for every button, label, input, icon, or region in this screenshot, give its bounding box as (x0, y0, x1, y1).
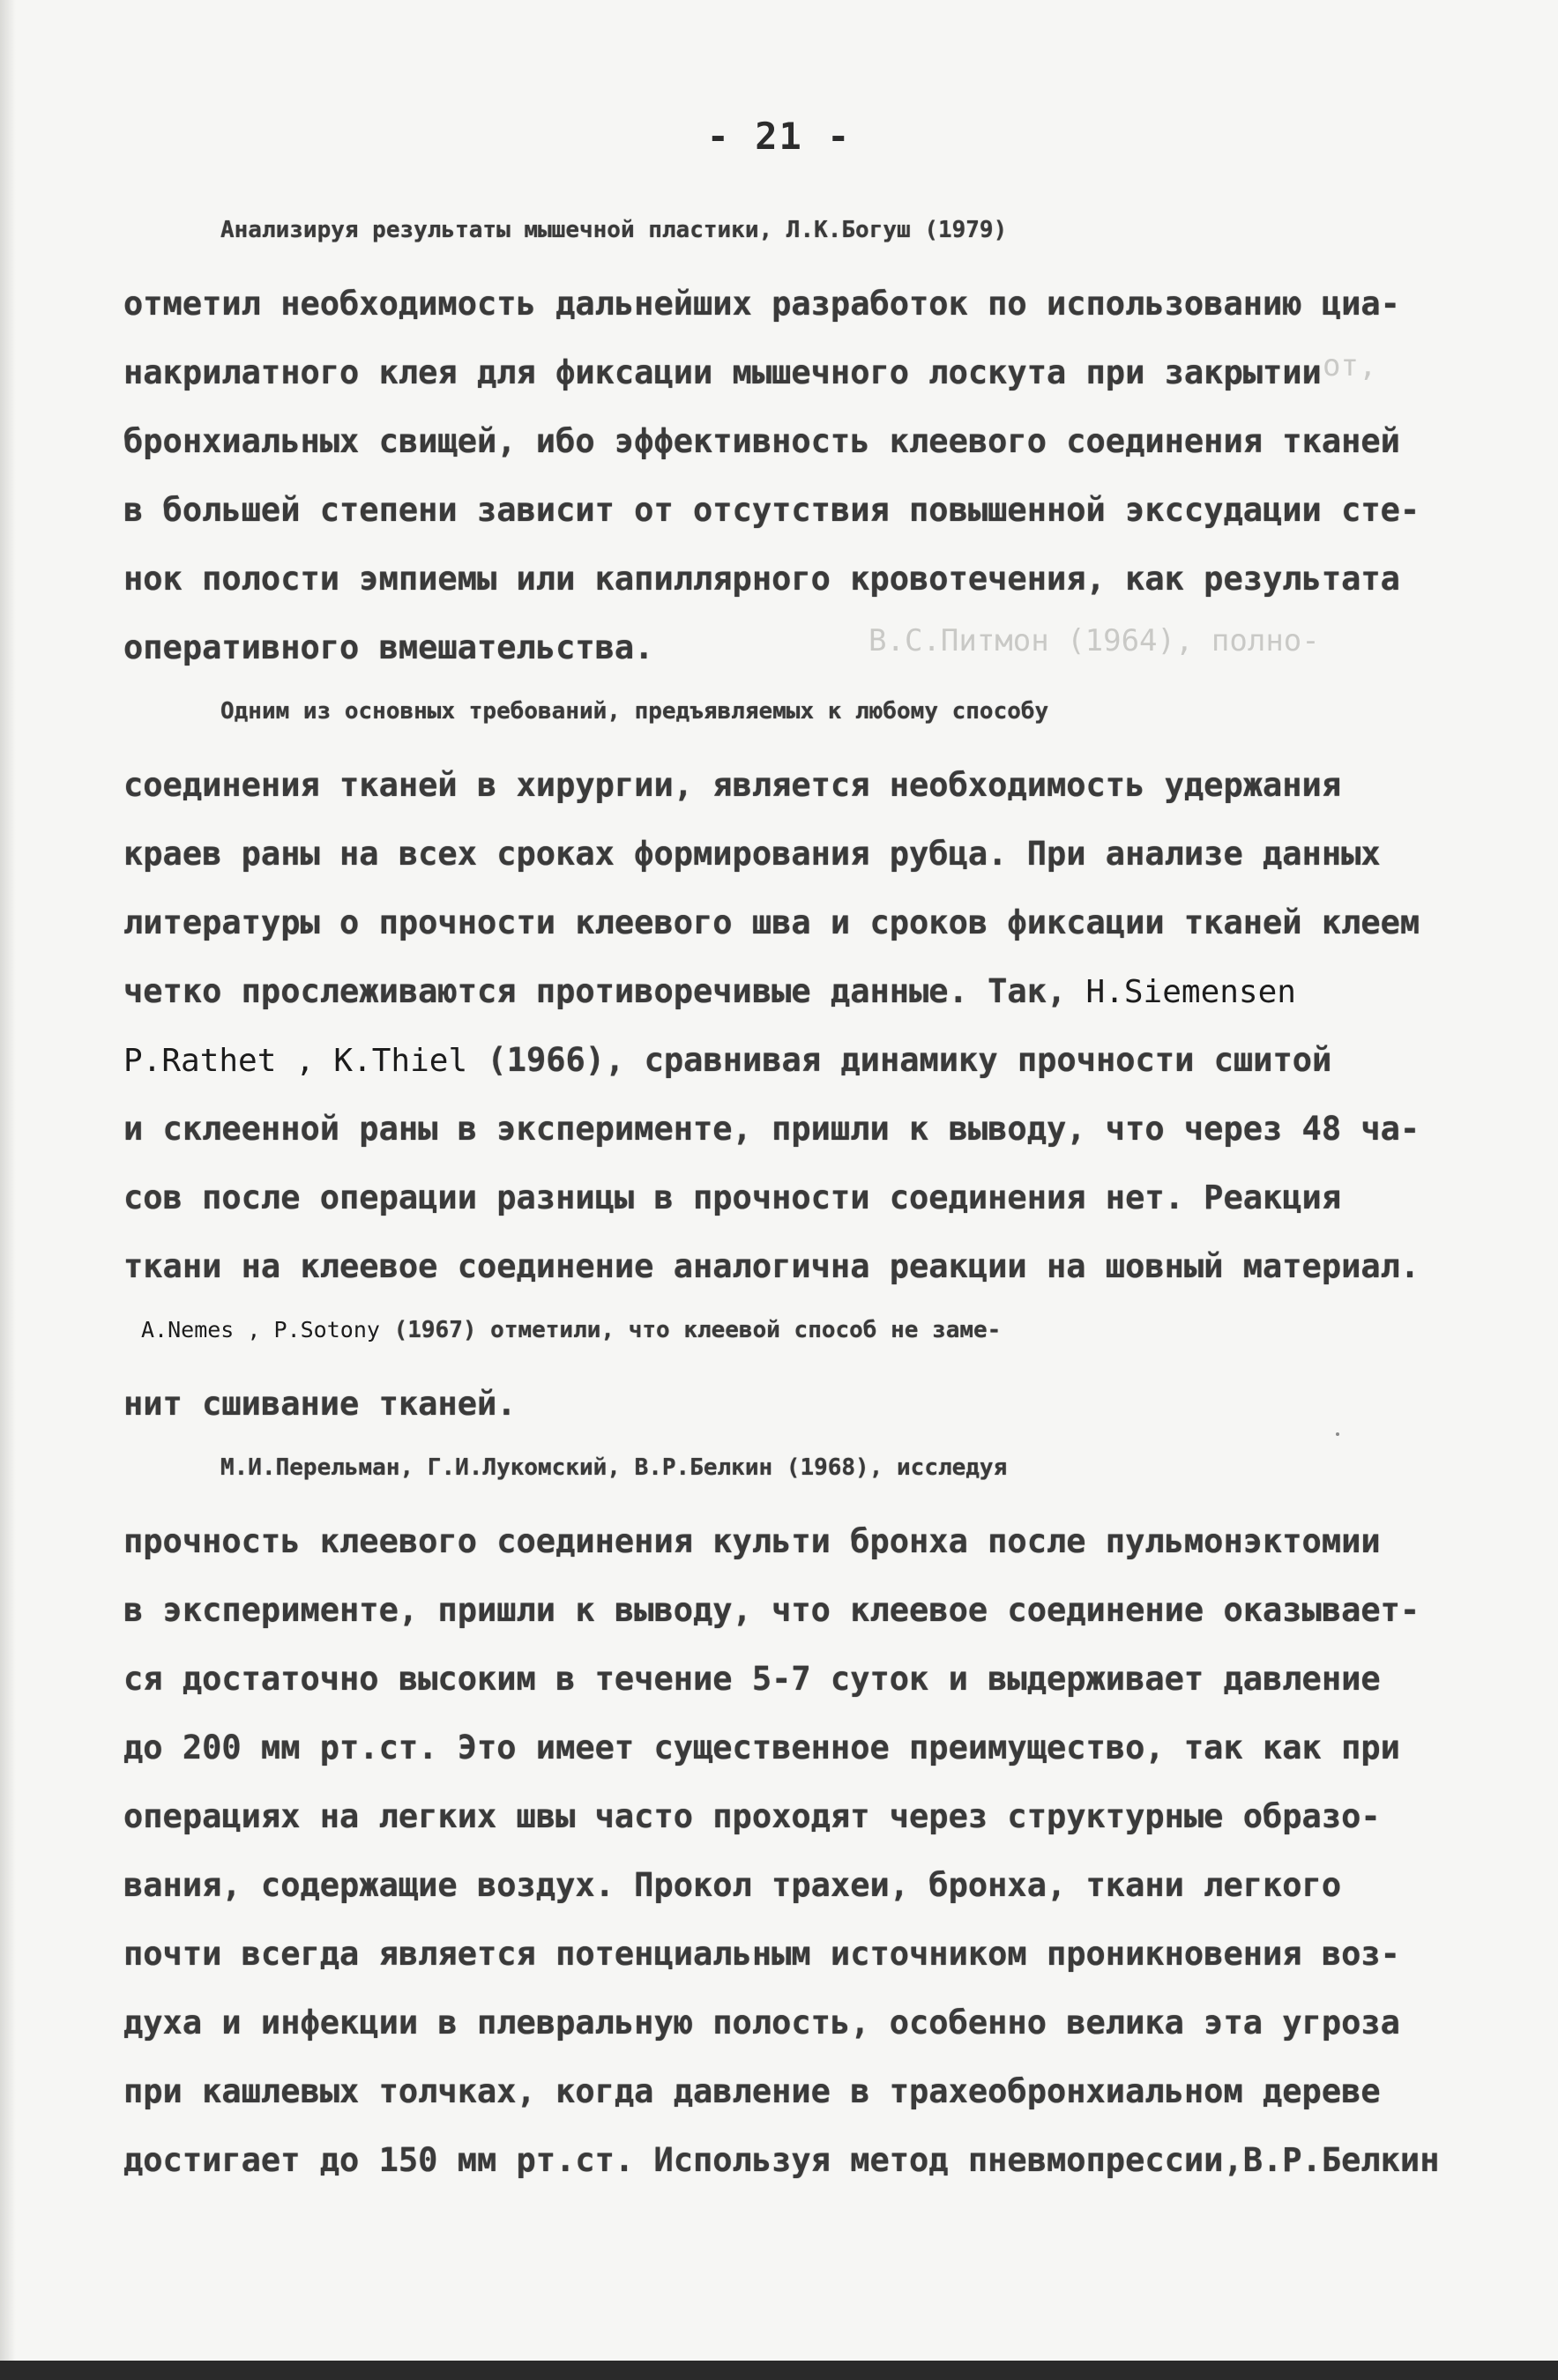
paragraph-line: ткани на клеевое соединение аналогична реакции на шовный материал. (123, 1247, 1420, 1285)
paragraph-line: Одним из основных требований, предъявляемых к любому способу (220, 698, 1049, 725)
paragraph-line: Анализируя результаты мышечной пластики, Л.К.Богуш (1979) (220, 217, 1008, 243)
paragraph-line: М.И.Перельман, Г.И.Лукомский, В.Р.Белкин (1968), исследуя (220, 1454, 1008, 1481)
paragraph-line: соединения тканей в хирургии, является необходимость удержания (123, 766, 1342, 804)
paragraph-line: операциях на легких швы часто проходят через структурные образо- (123, 1797, 1381, 1835)
paragraph-line: до 200 мм рт.ст. Это имеет существенное преимущество, так как при (123, 1729, 1400, 1766)
paragraph-line: отметил необходимость дальнейших разработок по использованию циа- (123, 285, 1400, 323)
paragraph-line: бронхиальных свищей, ибо эффективность клеевого соединения тканей (123, 422, 1400, 460)
paragraph-line (141, 1319, 1517, 1342)
latin-author-insert: A.Nemes , P.Sotony (141, 1317, 380, 1342)
latin-author-insert: H.Siemensen (1085, 974, 1296, 1010)
paragraph-line: прочность клеевого соединения культи бронха после пульмонэктомии (123, 1522, 1381, 1560)
page-number: - 21 - (706, 115, 852, 158)
bleed-through-text: от, (1323, 348, 1377, 383)
scan-edge-shadow (0, 0, 16, 2380)
paragraph-line: в большей степени зависит от отсутствия повышенной экссудации сте- (123, 491, 1420, 529)
paragraph-line: оперативного вмешательства. (123, 628, 654, 666)
line-text: (1966), сравнивая динамику прочности сшитой (487, 1041, 1332, 1079)
paragraph-line: накрилатного клея для фиксации мышечного лоскута при закрытии (123, 353, 1322, 391)
paragraph-line: краев раны на всех сроках формирования рубца. При анализе данных (123, 835, 1381, 873)
paragraph-line: и склеенной раны в эксперименте, пришли к выводу, что через 48 ча- (123, 1110, 1420, 1148)
scan-speck (1336, 1432, 1339, 1436)
paragraph-line: почти всегда является потенциальным источником проникновения воз- (123, 1935, 1400, 1973)
paragraph-line: духа и инфекции в плевральную полость, особенно велика эта угроза (123, 2004, 1400, 2042)
paragraph-line: нок полости эмпиемы или капиллярного кровотечения, как результата (123, 560, 1400, 598)
line-text: четко прослеживаются противоречивые данные. Так, (123, 972, 1067, 1010)
bleed-through-text: В.С.Питмон (1964), полно- (868, 623, 1320, 658)
paragraph-line: сов после операции разницы в прочности соединения нет. Реакция (123, 1179, 1342, 1216)
paragraph-line: при кашлевых толчках, когда давление в трахеобронхиальном дереве (123, 2072, 1381, 2110)
line-text: (1967) отметили, что клеевой способ не заме- (393, 1317, 1002, 1343)
latin-author-insert: P.Rathet , K.Thiel (123, 1043, 468, 1079)
paragraph-line: в эксперименте, пришли к выводу, что клеевое соединение оказывает- (123, 1591, 1420, 1629)
paragraph-line (123, 1041, 1499, 1079)
paragraph-line: ся достаточно высоким в течение 5-7 суток и выдерживает давление (123, 1660, 1381, 1698)
paragraph-line (123, 972, 1499, 1010)
scan-bottom-edge (0, 2361, 1558, 2380)
paragraph-line: литературы о прочности клеевого шва и сроков фиксации тканей клеем (123, 904, 1420, 941)
paragraph-line: вания, содержащие воздух. Прокол трахеи, бронха, ткани легкого (123, 1866, 1342, 1904)
paragraph-line: достигает до 150 мм рт.ст. Используя метод пневмопрессии,В.Р.Белкин (123, 2141, 1440, 2179)
paragraph-line: нит сшивание тканей. (123, 1385, 517, 1423)
